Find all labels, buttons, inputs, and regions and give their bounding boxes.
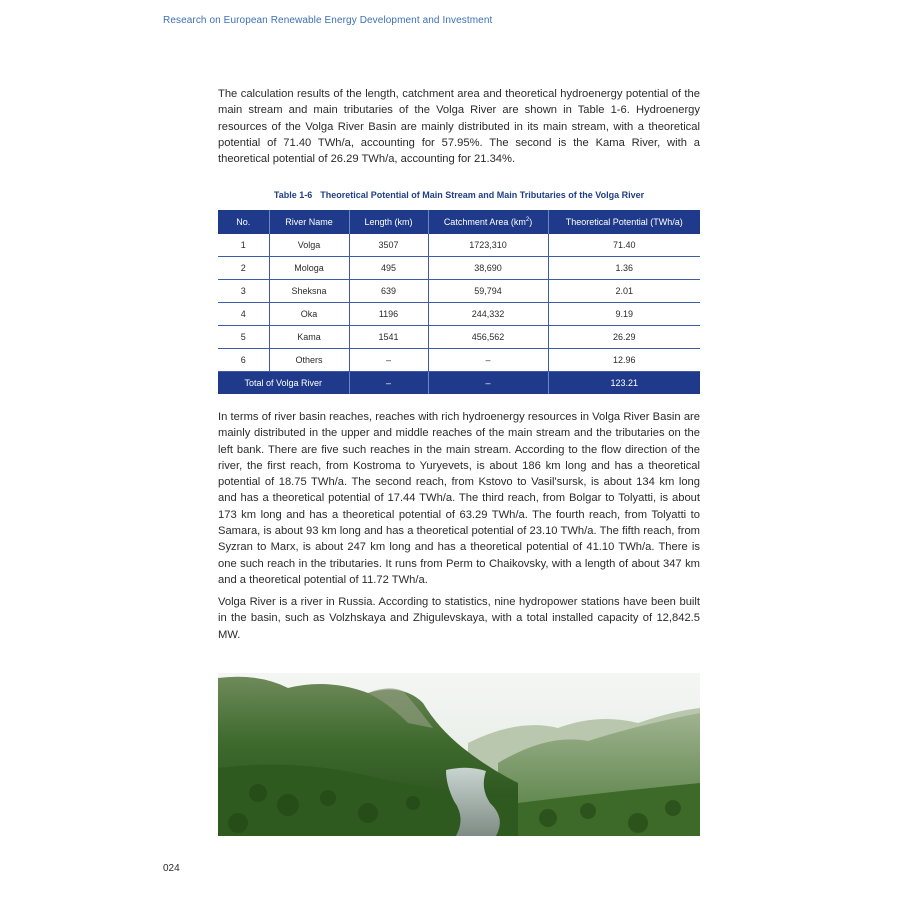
- header-potential: Theoretical Potential (TWh/a): [548, 210, 700, 234]
- header-river-name: River Name: [269, 210, 349, 234]
- cell-no: 3: [218, 280, 269, 303]
- potential-table: [218, 210, 700, 394]
- header-no: No.: [218, 210, 269, 234]
- header-catchment-superscript: 2: [525, 217, 530, 223]
- cell-length: 1541: [349, 326, 428, 349]
- total-label: Total of Volga River: [218, 372, 349, 395]
- total-length: –: [349, 372, 428, 395]
- table-row: [218, 280, 700, 303]
- cell-potential: 12.96: [548, 349, 700, 372]
- table-row: [218, 303, 700, 326]
- cell-no: 1: [218, 234, 269, 257]
- cell-catchment-area: 244,332: [428, 303, 548, 326]
- cell-no: 4: [218, 303, 269, 326]
- stations-paragraph: Volga River is a river in Russia. According to statistics, nine hydropower stations have been built in the basin, such as Volzhskaya and Zhigulevskaya, with a total installed capacity of 12,842.5 MW.: [218, 596, 700, 641]
- cell-river-name: Mologa: [269, 257, 349, 280]
- cell-catchment-area: –: [428, 349, 548, 372]
- cell-river-name: Kama: [269, 326, 349, 349]
- intro-paragraph: The calculation results of the length, catchment area and theoretical hydroenergy potential of the main stream and main tributaries of the Volga River are shown in Table 1-6. Hydroenergy resources of the Volga River Basin are mainly distributed in its main stream, with a theoretical potential of 71.40 TWh/a, accounting for 57.95%. The second is the Kama River, with a theoretical potential of 26.29 TWh/a, accounting for 21.34%.: [218, 88, 700, 166]
- table-row: [218, 234, 700, 257]
- table-total-row: [218, 372, 700, 395]
- table-caption-number: Table 1-6: [273, 190, 313, 200]
- cell-potential: 71.40: [548, 234, 700, 257]
- cell-catchment-area: 1723,310: [428, 234, 548, 257]
- header-catchment-close: ): [529, 217, 533, 227]
- cell-potential: 2.01: [548, 280, 700, 303]
- cell-no: 6: [218, 349, 269, 372]
- river-valley-photo: [218, 673, 700, 836]
- cell-river-name: Volga: [269, 234, 349, 257]
- header-catchment-label: Catchment Area (km: [443, 217, 526, 227]
- cell-length: 1196: [349, 303, 428, 326]
- cell-potential: 1.36: [548, 257, 700, 280]
- cell-catchment-area: 38,690: [428, 257, 548, 280]
- cell-length: 495: [349, 257, 428, 280]
- cell-length: 3507: [349, 234, 428, 257]
- river-valley-illustration: [218, 673, 700, 836]
- page-number: 024: [163, 863, 180, 874]
- cell-river-name: Others: [269, 349, 349, 372]
- reaches-paragraph: In terms of river basin reaches, reaches with rich hydroenergy resources in Volga River Basin are mainly distributed in the upper and middle reaches of the main stream and the tributaries on the left bank. There are five such reaches in the main stream. According to the flow direction of the river, the first reach, from Kostroma to Yuryevets, is about 186 km long and has a theoretical potential of 18.75 TWh/a. The second reach, from Kstovo to Vasil'sursk, is about 134 km long and has a theoretical potential of 17.44 TWh/a. The third reach, from Bolgar to Tolyatti, is about 173 km long and has a theoretical potential of 63.29 TWh/a. The fourth reach, from Tolyatti to Samara, is about 93 km long and has a theoretical potential of 23.10 TWh/a. The fifth reach, from Syzran to Marx, is about 247 km long and has a theoretical potential of 41.10 TWh/a. There is one such reach in the tributaries. It runs from Perm to Chaikovsky, with a length of about 347 km and a theoretical potential of 11.72 TWh/a.: [218, 411, 700, 586]
- cell-length: 639: [349, 280, 428, 303]
- header-catchment-area: [428, 210, 548, 234]
- table-caption: [218, 190, 700, 200]
- table-row: [218, 326, 700, 349]
- table-header-row: [218, 210, 700, 234]
- running-header: Research on European Renewable Energy Development and Investment: [163, 15, 493, 26]
- header-length: Length (km): [349, 210, 428, 234]
- cell-catchment-area: 456,562: [428, 326, 548, 349]
- table-row: [218, 349, 700, 372]
- cell-no: 2: [218, 257, 269, 280]
- table-caption-title: Theoretical Potential of Main Stream and Main Tributaries of the Volga River: [320, 190, 645, 200]
- total-catchment-area: –: [428, 372, 548, 395]
- cell-catchment-area: 59,794: [428, 280, 548, 303]
- cell-length: –: [349, 349, 428, 372]
- cell-no: 5: [218, 326, 269, 349]
- cell-river-name: Sheksna: [269, 280, 349, 303]
- table-row: [218, 257, 700, 280]
- cell-river-name: Oka: [269, 303, 349, 326]
- total-potential: 123.21: [548, 372, 700, 395]
- cell-potential: 9.19: [548, 303, 700, 326]
- cell-potential: 26.29: [548, 326, 700, 349]
